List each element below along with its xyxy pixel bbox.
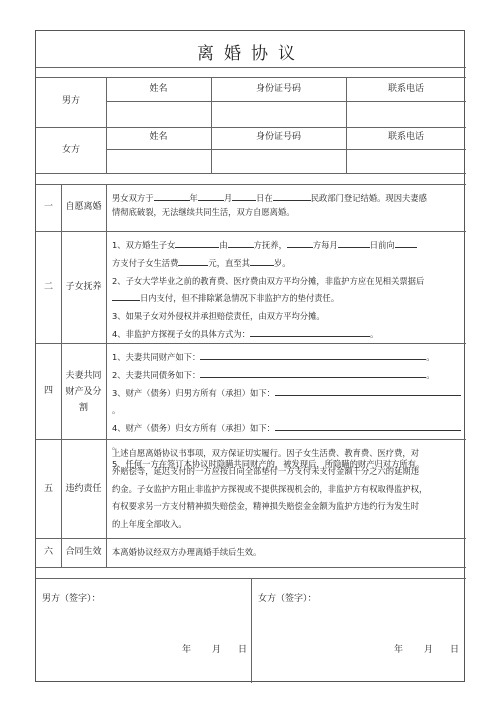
section-4-text: 1、夫妻共同财产如下： 。 2、夫妻共同债务如下： 。 3、财产（债务）归男方所有（承担）如下：。 4、财产（债务）归女方所有（承担）如下：。 5、任何一方在签订本协议时隐瞒共同财产的，被发现后，所隐瞒的财产归对方所有。 xyxy=(112,349,462,474)
date-year-label: 年 xyxy=(182,645,192,655)
section-number: 五 xyxy=(43,484,53,494)
section-number: 一 xyxy=(43,202,53,212)
section-title: 子女抚养 xyxy=(65,282,102,292)
divorce-agreement-form xyxy=(35,30,465,682)
section-2-text: 1、双方婚生子女 由 方抚养， 方每月 日前向 方支付子女生活费 元，直至其 岁。 2、子女大学毕业之前的教育费、医疗费由双方平均分摊，非监护方应在见相关票据后 日内支付，但不排除紧急情况下非监护方的垫付责任。 3、如果子女对外侵权并承担赔偿责任，由双方平均分摊。 4、非监护方探视子女的具体方式为： 。 xyxy=(112,240,425,339)
section-number: 二 xyxy=(43,282,53,292)
date-day-label: 日 xyxy=(238,645,248,655)
divider xyxy=(36,184,466,185)
page-title: 离婚协议 xyxy=(197,44,305,64)
divider xyxy=(106,184,107,567)
column-header-name: 姓名 xyxy=(149,132,168,142)
section-title: 合同生效 xyxy=(65,547,102,557)
date-day-label: 日 xyxy=(450,645,460,655)
divider xyxy=(36,77,466,78)
section-6-text: 本离婚协议经双方办理离婚手续后生效。 xyxy=(112,547,262,557)
female-signature-label: 女方（签字）： xyxy=(258,594,317,604)
section-1-text: 男女双方于 年 月 日在 民政部门登记结婚。现因夫妻感 情彻底破裂，无法继续共同生活，双方自愿离婚。 xyxy=(112,193,427,217)
divider xyxy=(36,567,466,568)
divider xyxy=(36,538,466,539)
divider xyxy=(36,173,466,174)
male-signature-label: 男方（签字）： xyxy=(42,594,101,604)
divider xyxy=(36,67,466,68)
column-header-name: 姓名 xyxy=(149,84,168,94)
female-label: 女方 xyxy=(61,145,80,155)
date-month-label: 月 xyxy=(424,645,434,655)
column-header-phone: 联系电话 xyxy=(387,84,424,94)
section-title: 违约责任 xyxy=(65,484,102,494)
date-year-label: 年 xyxy=(394,645,404,655)
divider xyxy=(36,231,466,232)
section-number: 四 xyxy=(43,386,53,396)
column-header-phone: 联系电话 xyxy=(387,132,424,142)
section-number: 六 xyxy=(43,547,53,557)
divider xyxy=(106,101,466,102)
divider xyxy=(251,578,252,683)
divider xyxy=(106,149,466,150)
column-header-id: 身份证号码 xyxy=(255,84,301,94)
column-header-id: 身份证号码 xyxy=(255,132,301,142)
section-title: 夫妻共同 财产及分 割 xyxy=(65,371,102,413)
section-5-text: 上述自愿离婚协议书事项，双方保证切实履行。因子女生活费、教育费、医疗费，对 外赔偿等，延迟支付的一方应按日向全部垫付一方支付未支付金额千分之六的延期违 约金。子女监护方阻止非监护方探视或不提供探视机会的，非监护方有权取得监护权， 有权要求另一方支付精神损失赔偿金，精神损失赔偿金金额为监护方违约行为发生时 的上年度全部收入。 xyxy=(112,448,428,530)
male-label: 男方 xyxy=(61,96,80,106)
date-month-label: 月 xyxy=(212,645,222,655)
divider xyxy=(36,127,466,128)
section-title: 自愿离婚 xyxy=(65,202,102,212)
